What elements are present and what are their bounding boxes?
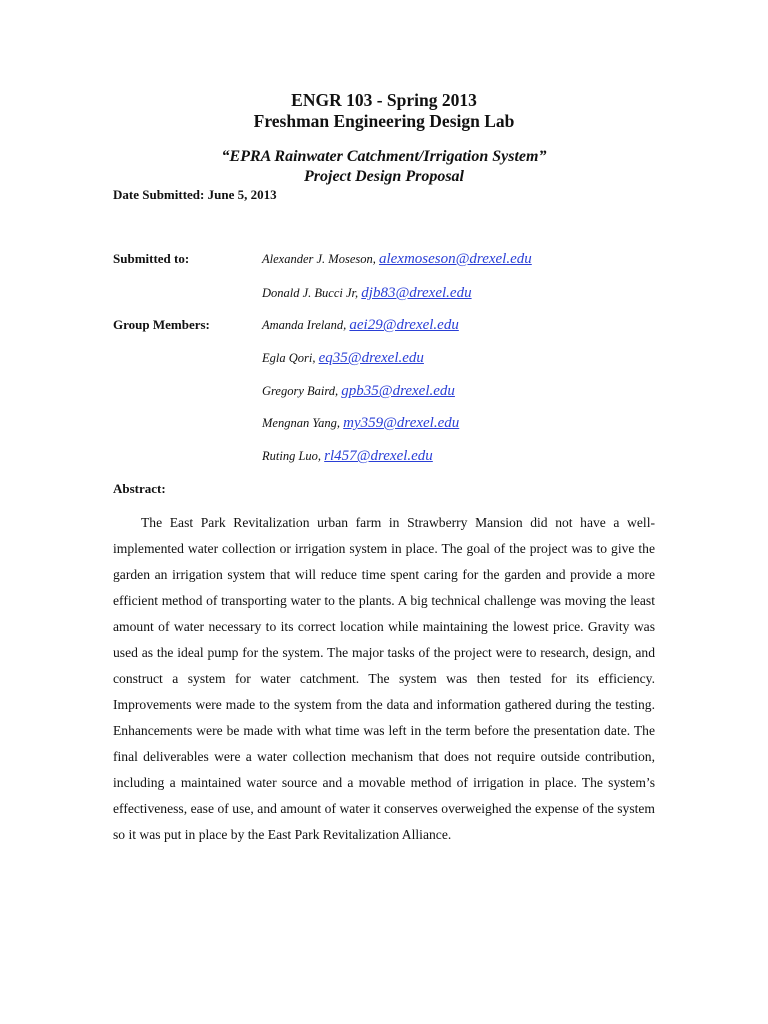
- lab-title: Freshman Engineering Design Lab: [253, 111, 515, 131]
- person-name: Donald J. Bucci Jr,: [262, 286, 362, 300]
- group-member: [262, 414, 459, 432]
- course-title: ENGR 103 - Spring 2013: [291, 90, 477, 110]
- email-link[interactable]: my359@drexel.edu: [343, 415, 460, 431]
- person-name: Alexander J. Moseson,: [262, 252, 379, 266]
- group-members-label: Group Members:: [113, 317, 210, 332]
- email-link[interactable]: alexmoseson@drexel.edu: [378, 251, 532, 267]
- project-title: “EPRA Rainwater Catchment/Irrigation System”: [221, 148, 547, 165]
- person-name: Amanda Ireland,: [262, 318, 350, 332]
- person-name: Mengnan Yang,: [262, 416, 344, 430]
- group-member: [262, 349, 424, 367]
- group-member: [262, 447, 433, 465]
- person-name: Gregory Baird,: [262, 384, 342, 398]
- email-link[interactable]: djb83@drexel.edu: [361, 285, 472, 301]
- email-link[interactable]: eq35@drexel.edu: [318, 350, 424, 366]
- submitted-to-person: [262, 250, 532, 268]
- submitted-to-person: [262, 284, 472, 302]
- date-submitted: Date Submitted: June 5, 2013: [113, 187, 277, 202]
- email-link[interactable]: rl457@drexel.edu: [324, 448, 433, 464]
- group-member: [262, 382, 455, 400]
- abstract-body: The East Park Revitalization urban farm in Strawberry Mansion did not have a well-implemented water collection or irrigation system in place. The goal of the project was to give the garden an irrigation system that will reduce time spent caring for the garden and provide a more efficient method of transporting water to the plants. A big technical challenge was moving the least amount of water necessary to its correct location while maintaining the lowest price. Gravity was used as the ideal pump for the system. The major tasks of the project were to research, design, and construct a system for water catchment. The system was then tested for its efficiency. Improvements were made to the system from the data and information gathered during the testing. Enhancements were be made with what time was left in the term before the presentation date. The final deliverables were a water collection mechanism that does not require outside contribution, including a maintained water source and a movable method of irrigation in place. The system’s effectiveness, ease of use, and amount of water it conserves overweighed the expense of the system so it was put in place by the East Park Revitalization Alliance.: [113, 515, 655, 842]
- person-name: Egla Qori,: [262, 351, 319, 365]
- group-member: [262, 316, 459, 334]
- email-link[interactable]: gpb35@drexel.edu: [341, 383, 455, 399]
- abstract-heading: Abstract:: [113, 481, 166, 496]
- submitted-to-label: Submitted to:: [113, 251, 190, 266]
- document-type: Project Design Proposal: [304, 168, 464, 185]
- email-link[interactable]: aei29@drexel.edu: [349, 317, 459, 333]
- person-name: Ruting Luo,: [262, 449, 325, 463]
